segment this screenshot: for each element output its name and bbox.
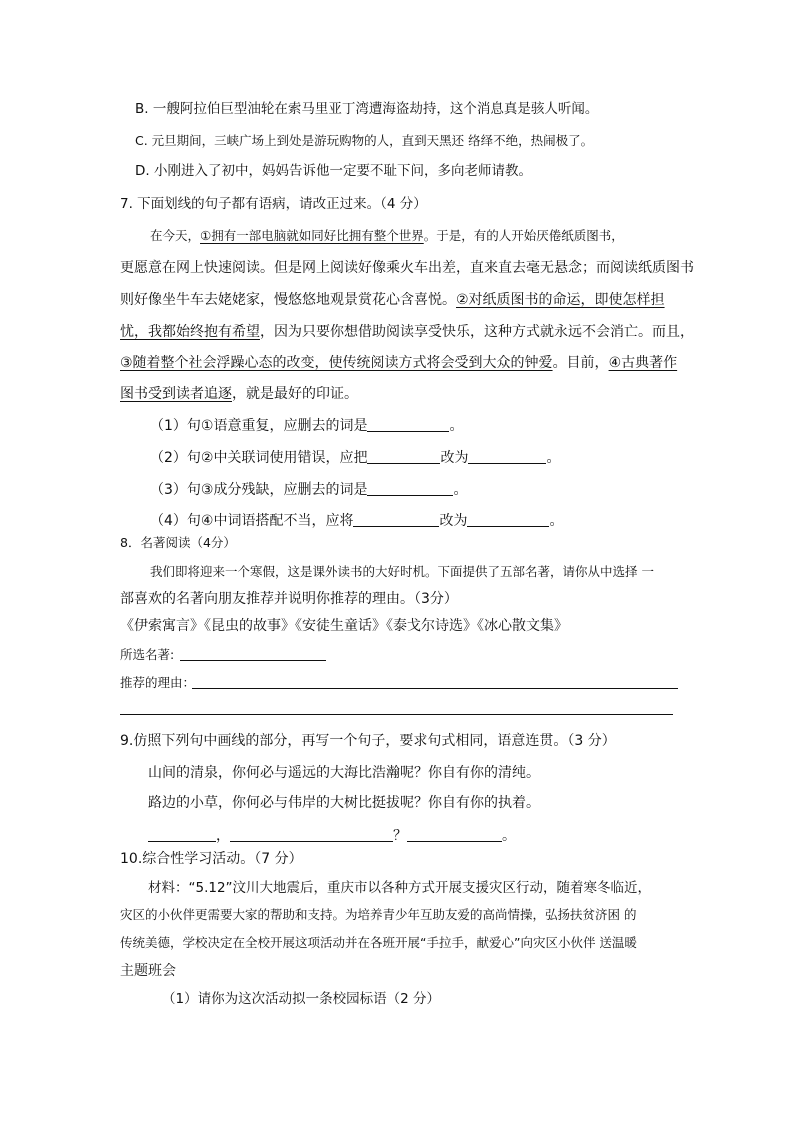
q8-book-list: 《伊索寓言》《昆虫的故事》《安徒生童话》《泰戈尔诗选》《冰心散文集》 [120, 618, 568, 634]
q7-sentence-4b: 图书受到读者追逐 [120, 386, 232, 402]
answer-blank-3[interactable] [367, 481, 453, 496]
q9-blank-1[interactable] [148, 827, 216, 842]
q7-sub-4-text: （4）句④中词语搭配不当，应将 [150, 513, 354, 529]
q10-para-1: 材料：“5.12”汶川大地震后，重庆市以各种方式开展支援灾区行动，随着寒冬临近， [148, 880, 652, 896]
q7-sub-4 [150, 511, 563, 531]
q7-sub-1-end: 。 [449, 418, 464, 434]
answer-blank-4b[interactable] [467, 512, 549, 527]
q9-answer-line [148, 826, 516, 846]
q7-sub-4-mid: 改为 [439, 513, 468, 529]
q10-para-2: 灾区的小伙伴更需要大家的帮助和支持。为培养青少年互助友爱的高尚情操，弘扬扶贫济困 的 [120, 907, 637, 922]
q9-question-mark: ？ [393, 828, 407, 844]
q9-comma: ， [216, 828, 230, 844]
answer-blank-2b[interactable] [468, 449, 546, 464]
q7-para-line-5 [120, 353, 677, 373]
answer-blank-2a[interactable] [367, 449, 440, 464]
q7-sub-2-text: （2）句②中关联词使用错误，应把 [150, 450, 368, 466]
q6-option-d: D. 小刚进入了初中，妈妈告诉他一定要不耻下问，多向老师请教。 [135, 163, 532, 179]
q9-period: 。 [502, 828, 516, 844]
q7-para-line-2: 更愿意在网上快速阅读。但是网上阅读好像乘火车出差，直来直去毫无悬念；而阅读纸质图书 [120, 260, 694, 276]
q6-option-b: B. 一艘阿拉伯巨型油轮在索马里亚丁湾遭海盗劫持，这个消息真是骇人听闻。 [135, 101, 599, 117]
q8-para-1: 我们即将迎来一个寒假，这是课外读书的大好时机。下面提供了五部名著，请你从中选择 一 [150, 564, 654, 579]
q7-sub-2 [150, 448, 560, 468]
q7-text: 。目前， [552, 355, 609, 371]
q7-text: 则好像坐牛车去姥姥家，慢悠悠地观景赏花心含喜悦。 [120, 292, 456, 308]
q9-example-2: 路边的小草，你何必与伟岸的大树比挺拔呢？你自有你的执着。 [148, 795, 540, 811]
q7-sub-2-end: 。 [546, 450, 561, 466]
q7-para-line-1 [150, 226, 624, 246]
q7-sub-1-text: （1）句①语意重复，应删去的词是 [150, 418, 368, 434]
q8-choose-label: 所选名著: [120, 647, 175, 662]
q7-text: 。于是，有的人开始厌倦纸质图书， [423, 228, 624, 243]
q8-choose-blank[interactable] [180, 660, 326, 661]
q10-para-3: 传统美德，学校决定在全校开展这项活动并在各班开展“手拉手，献爱心”向灾区小伙伴 送温暖 [120, 935, 637, 950]
q7-text: 在今天， [150, 228, 201, 243]
q8-reason-blank-2[interactable] [120, 714, 673, 715]
answer-blank-1[interactable] [367, 417, 449, 432]
q7-sub-1 [150, 416, 463, 436]
q9-blank-3[interactable] [407, 827, 502, 842]
q7-text: ，就是最好的印证。 [232, 386, 358, 402]
q8-reason-blank-1[interactable] [192, 688, 678, 689]
q8-title: 8．名著阅读（4分） [120, 535, 236, 550]
q7-sentence-3: ③随着整个社会浮躁心态的改变，使传统阅读方式将会受到大众的钟爱 [120, 355, 553, 371]
q7-title: 7. 下面划线的句子都有语病，请改正过来。（4 分） [120, 196, 427, 212]
q9-blank-2[interactable] [230, 827, 393, 842]
q7-sub-3 [150, 480, 467, 500]
q7-sub-3-text: （3）句③成分残缺，应删去的词是 [150, 482, 368, 498]
q9-title: 9.仿照下列句中画线的部分，再写一个句子，要求句式相同，语意连贯。（3 分） [120, 733, 616, 749]
q7-sentence-2b: 忧，我都始终抱有希望 [120, 324, 260, 340]
q8-para-2: 部喜欢的名著向朋友推荐并说明你推荐的理由。（3分） [120, 591, 458, 607]
q7-sentence-4a: ④古典著作 [608, 355, 678, 371]
q9-example-1: 山间的清泉，你何必与遥远的大海比浩瀚呢？你自有你的清纯。 [148, 765, 540, 781]
q10-para-4: 主题班会 [120, 963, 176, 979]
q7-para-line-4 [120, 322, 694, 342]
q7-sentence-2a: ②对纸质图书的命运，即使怎样担 [456, 292, 665, 308]
q7-sub-4-end: 。 [549, 513, 564, 529]
q6-option-c: C. 元旦期间，三峡广场上到处是游玩购物的人，直到天黑还 络绎不绝，热闹极了。 [135, 133, 594, 148]
q7-para-line-3 [120, 290, 665, 310]
q7-sentence-1: ①拥有一部电脑就如同好比拥有整个世界 [200, 228, 424, 243]
q7-sub-3-end: 。 [453, 482, 468, 498]
q8-reason-label: 推荐的理由： [120, 675, 196, 690]
q7-para-line-6 [120, 384, 358, 404]
q10-sub-1: （1）请你为这次活动拟一条校园标语（2 分） [162, 991, 440, 1007]
answer-blank-4a[interactable] [353, 512, 439, 527]
q7-sub-2-mid: 改为 [440, 450, 469, 466]
q10-title: 10.综合性学习活动。（7 分） [120, 851, 303, 867]
q7-text: ，因为只要你想借助阅读享受快乐，这种方式就永远不会消亡。而且， [260, 324, 694, 340]
